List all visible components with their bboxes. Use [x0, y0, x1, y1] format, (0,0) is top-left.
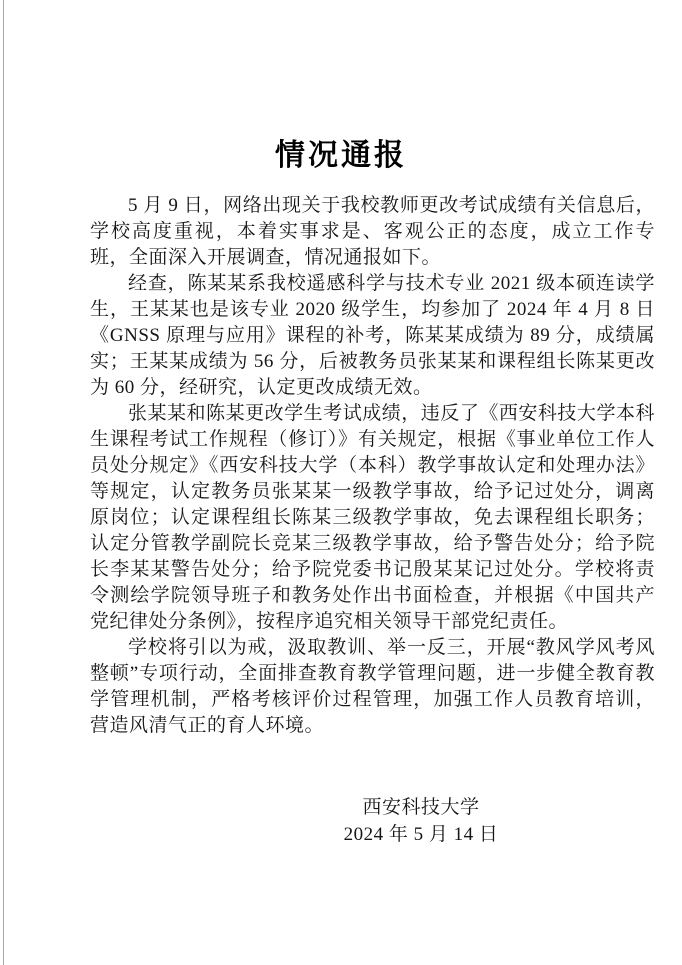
paragraph-measures: 学校将引以为戒，汲取教训、举一反三，开展“教风学风考风整顿”专项行动，全面排查教育教学管理问题，进一步健全教育教学管理机制，严格考核评价过程管理，加强工作人员教育培训，营造风清气正的育人环境。 — [90, 637, 655, 736]
signature-date: 2024 年 5 月 14 日 — [343, 824, 499, 845]
notice-body — [90, 193, 655, 848]
signature-organization: 西安科技大学 — [362, 797, 480, 818]
paragraph-intro: 5 月 9 日，网络出现关于我校教师更改考试成绩有关信息后，学校高度重视，本着实事求是、客观公正的态度，成立工作专班，全面深入开展调查，情况通报如下。 — [90, 195, 655, 268]
notice-title: 情况通报 — [275, 139, 407, 172]
paragraph-sanctions: 张某某和陈某更改学生考试成绩，违反了《西安科技大学本科生课程考试工作规程（修订）》有关规定，根据《事业单位工作人员处分规定》《西安科技大学（本科）教学事故认定和处理办法》等规定，认定教务员张某某一级教学事故，给予记过处分，调离原岗位；认定课程组长陈某三级教学事故，免去课程组长职务；认定分管教学副院长竞某三级教学事故，给予警告处分；给予院长李某某警告处分；给予院党委书记殷某某记过处分。学校将责令测绘学院领导班子和教务处作出书面检查，并根据《中国共产党纪律处分条例》，按程序追究相关领导干部党纪责任。 — [90, 403, 655, 632]
scan-edge-line — [3, 0, 4, 965]
signature-block — [336, 794, 506, 848]
paragraph-findings: 经查，陈某某系我校遥感科学与技术专业 2021 级本硕连读学生，王某某也是该专业 2020 级学生，均参加了 2024 年 4 月 8 日《GNSS 原理与应用》课程的补考，陈某某成绩为 89 分，成绩属实；王某某成绩为 56 分，后被教务员张某某和课程组长陈某更改为 60 分，经研究，认定更改成绩无效。 — [90, 273, 655, 398]
